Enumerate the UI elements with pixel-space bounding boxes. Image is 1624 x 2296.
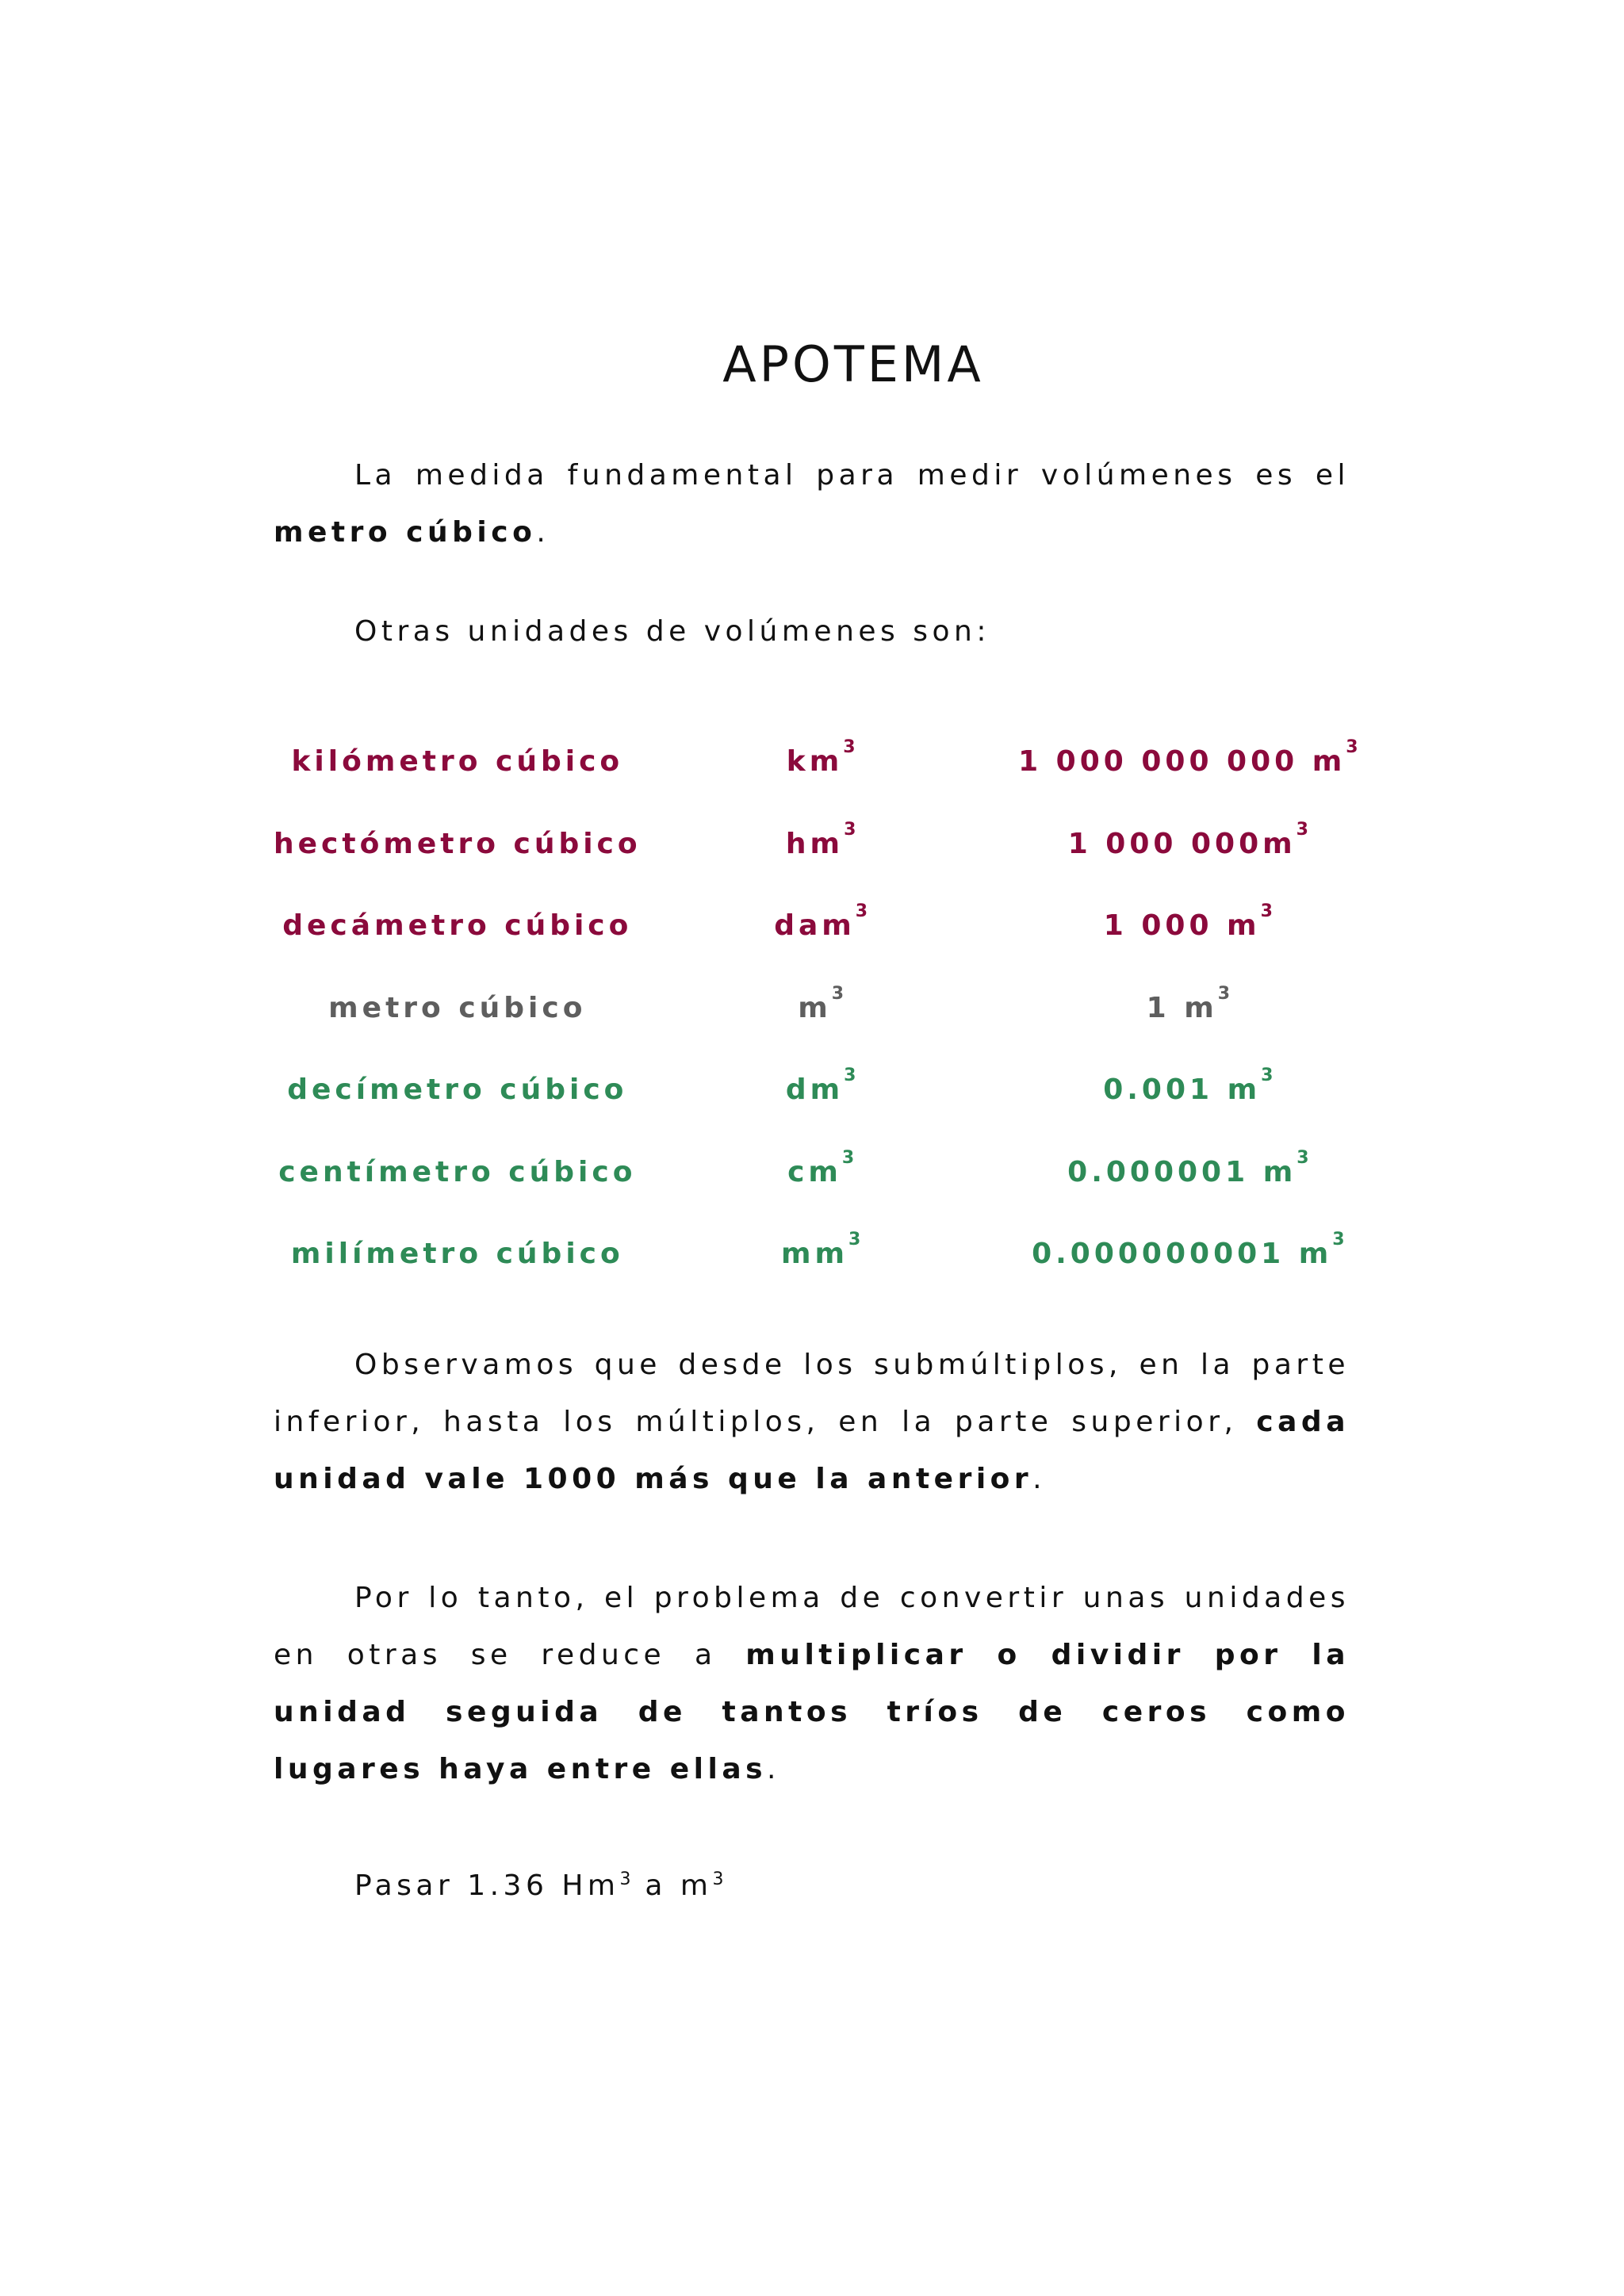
unit-name-text: hectómetro cúbico [274, 827, 642, 860]
unit-symbol [642, 1049, 1001, 1131]
intro-paragraph [274, 447, 1350, 561]
observation-paragraph [274, 1337, 1350, 1508]
unit-name [274, 1131, 642, 1214]
unit-symbol-exponent: 3 [844, 1066, 856, 1086]
unit-value-exponent: 3 [1260, 901, 1273, 922]
unit-name [274, 967, 642, 1050]
unit-name-text: decímetro cúbico [287, 1073, 628, 1107]
unit-symbol-text: cm [787, 1155, 842, 1188]
unit-row [274, 1131, 1376, 1214]
unit-name [274, 1049, 642, 1131]
unit-symbol-text: dm [785, 1073, 845, 1107]
unit-symbol-text: dam [774, 909, 856, 943]
exercise-exponent-2: 3 [712, 1869, 725, 1889]
unit-name-text: kilómetro cúbico [291, 745, 624, 779]
unit-value-exponent: 3 [1296, 819, 1308, 840]
unit-symbol-exponent: 3 [848, 1230, 861, 1250]
exercise-middle: a m [631, 1869, 713, 1902]
exercise-prefix: Pasar 1.36 Hm [354, 1869, 620, 1902]
unit-value [1001, 1049, 1376, 1131]
observation-end: . [1032, 1463, 1047, 1495]
unit-value [1001, 1213, 1376, 1295]
unit-value [1001, 967, 1376, 1050]
unit-row [274, 1213, 1376, 1295]
conversion-end: . [767, 1753, 780, 1785]
unit-symbol-exponent: 3 [843, 737, 856, 758]
observation-bold: cada unidad vale 1000 más que la anterior [274, 1406, 1350, 1495]
intro-text: La medida fundamental para medir volúmenes es el [354, 459, 1350, 492]
unit-row [274, 1049, 1376, 1131]
unit-row [274, 967, 1376, 1050]
unit-value [1001, 1131, 1376, 1214]
exercise-exponent-1: 3 [619, 1869, 632, 1889]
unit-name [274, 721, 642, 803]
other-units-paragraph [274, 603, 1350, 660]
unit-symbol-exponent: 3 [841, 1147, 855, 1168]
page-title: APOTEMA [722, 335, 984, 393]
unit-symbol-text: m [798, 991, 832, 1024]
intro-bold: metro cúbico [274, 516, 537, 549]
unit-value-exponent: 3 [1217, 983, 1231, 1004]
unit-row [274, 885, 1376, 967]
unit-symbol [642, 721, 1001, 803]
unit-value-text: 1 m [1146, 991, 1218, 1024]
unit-row [274, 803, 1376, 886]
exercise-paragraph [274, 1858, 1350, 1915]
conversion-paragraph [274, 1570, 1350, 1798]
unit-name-text: milímetro cúbico [290, 1238, 624, 1271]
unit-value-text: 1 000 000 000 m [1018, 745, 1346, 779]
unit-name [274, 885, 642, 967]
unit-value-text: 0.001 m [1103, 1073, 1262, 1107]
unit-name [274, 1213, 642, 1295]
conversion-bold: multiplicar o dividir por la unidad seguida de tantos tríos de ceros como lugares haya entre ellas [274, 1639, 1350, 1785]
unit-value-text: 1 000 m [1103, 909, 1261, 943]
unit-symbol-text: hm [785, 827, 845, 860]
unit-symbol-exponent: 3 [844, 819, 856, 840]
unit-value-exponent: 3 [1346, 737, 1358, 758]
unit-symbol-exponent: 3 [831, 983, 845, 1004]
unit-row [274, 721, 1376, 803]
unit-symbol [642, 1131, 1001, 1214]
unit-value [1001, 721, 1376, 803]
unit-value-text: 0.000001 m [1067, 1155, 1297, 1188]
unit-value-exponent: 3 [1297, 1147, 1309, 1168]
unit-value-text: 1 000 000m [1067, 827, 1297, 860]
unit-name-text: metro cúbico [328, 991, 587, 1024]
volume-units-table [274, 721, 1376, 1295]
unit-value-exponent: 3 [1261, 1066, 1274, 1086]
unit-symbol [642, 967, 1001, 1050]
unit-symbol [642, 803, 1001, 886]
unit-symbol [642, 885, 1001, 967]
unit-symbol [642, 1213, 1001, 1295]
other-units-text: Otras unidades de volúmenes son: [354, 615, 990, 648]
unit-symbol-text: mm [780, 1238, 848, 1271]
unit-symbol-text: km [786, 745, 844, 779]
intro-end: . [536, 516, 550, 549]
conversion-text: Por lo tanto, el problema de convertir unas unidades en otras se reduce a [274, 1582, 1350, 1671]
unit-name-text: decámetro cúbico [282, 909, 633, 943]
unit-value-exponent: 3 [1332, 1230, 1345, 1250]
unit-value [1001, 803, 1376, 886]
observation-text: Observamos que desde los submúltiplos, en la parte inferior, hasta los múltiplos, en la parte superior, [274, 1349, 1350, 1438]
unit-value [1001, 885, 1376, 967]
unit-symbol-exponent: 3 [855, 901, 868, 922]
unit-value-text: 0.000000001 m [1032, 1238, 1333, 1271]
unit-name-text: centímetro cúbico [278, 1155, 637, 1188]
unit-name [274, 803, 642, 886]
